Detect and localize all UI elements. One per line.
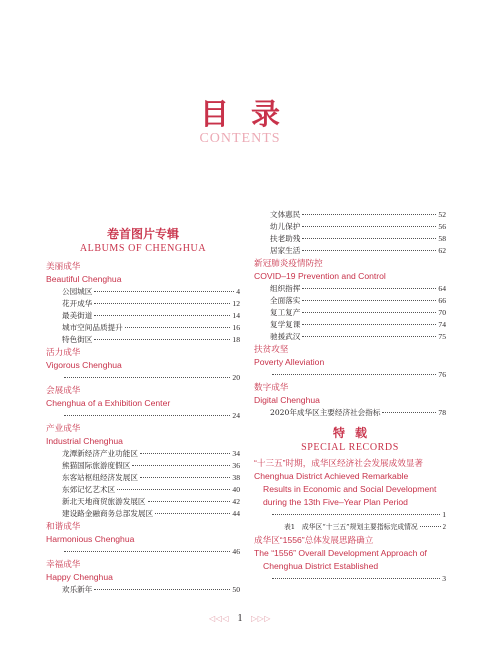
toc-entry[interactable] [254, 233, 446, 245]
toc-entry-title: 居家生活 [270, 246, 301, 255]
toc-entry[interactable] [46, 410, 240, 422]
toc-heading-en[interactable]: Harmonious Chenghua [46, 534, 135, 544]
dot-leader [302, 300, 436, 301]
dot-leader [302, 312, 436, 313]
dot-leader [94, 303, 230, 304]
toc-entry-title: 最美街道 [62, 311, 93, 320]
toc-entry-page: 1 [442, 510, 446, 519]
toc-heading-cn[interactable]: 美丽成华 [46, 261, 81, 271]
toc-heading-cn[interactable]: 产业成华 [46, 423, 81, 433]
toc-heading-en[interactable]: during the 13th Five–Year Plan Period [263, 497, 408, 507]
toc-entry[interactable] [254, 331, 446, 343]
toc-entry-title: 幼儿保护 [270, 222, 301, 231]
toc-entry-title: 全面落实 [270, 296, 301, 305]
toc-entry-title: 龙潭新经济产业功能区 [62, 449, 138, 458]
toc-entry-page: 50 [232, 585, 240, 594]
toc-entry[interactable] [254, 283, 446, 295]
dot-leader [272, 374, 436, 375]
toc-heading-cn[interactable]: 数字成华 [254, 382, 289, 392]
toc-entry-page: 20 [232, 373, 240, 382]
toc-entry[interactable] [46, 460, 240, 472]
toc-entry[interactable] [254, 509, 446, 521]
toc-heading-en[interactable]: Vigorous Chenghua [46, 360, 122, 370]
page-title-cn: 目录 [199, 97, 302, 131]
toc-entry-page: 58 [438, 234, 446, 243]
toc-entry[interactable] [46, 508, 240, 520]
toc-entry-page: 24 [232, 411, 240, 420]
toc-entry-title: 公园城区 [62, 287, 93, 296]
toc-entry[interactable] [254, 573, 446, 585]
toc-entry-title: 文体惠民 [270, 210, 301, 219]
toc-entry-title: 驰援武汉 [270, 332, 301, 341]
dot-leader [64, 377, 230, 378]
toc-right-column [254, 209, 446, 585]
toc-entry-page: 56 [438, 222, 446, 231]
dot-leader [94, 589, 230, 590]
toc-entry-page: 70 [438, 308, 446, 317]
toc-entry-title: 新北天地商贸旅游发展区 [62, 497, 146, 506]
toc-entry-page: 12 [232, 299, 240, 308]
toc-heading-cn[interactable]: 新冠肺炎疫情防控 [254, 258, 323, 268]
toc-entry-page: 38 [232, 473, 240, 482]
toc-entry[interactable] [254, 307, 446, 319]
dot-leader [140, 453, 230, 454]
section-title-cn: 卷首图片专辑 [106, 227, 179, 241]
dot-leader [94, 315, 230, 316]
toc-entry-page: 3 [442, 574, 446, 583]
toc-entry-page: 64 [438, 284, 446, 293]
dot-leader [302, 336, 436, 337]
toc-entry[interactable] [254, 245, 446, 257]
toc-heading-en[interactable]: Chenghua District Established [263, 561, 379, 571]
dot-leader [420, 526, 441, 527]
toc-heading-cn[interactable]: “十三五”时期，成华区经济社会发展成效显著 [254, 458, 424, 468]
toc-left-column [46, 226, 240, 596]
toc-entry-title: 组织指挥 [270, 284, 301, 293]
toc-heading-cn[interactable]: 活力成华 [46, 347, 81, 357]
toc-heading-en[interactable]: Digital Chenghua [254, 395, 320, 405]
section-title-en: SPECIAL RECORDS [301, 442, 399, 453]
toc-heading-en[interactable]: Happy Chenghua [46, 572, 113, 582]
toc-entry-title: 表1 成华区“十三五”规划主要指标完成情况 [284, 523, 418, 531]
toc-entry-page: 78 [438, 408, 446, 417]
section-title-en: ALBUMS OF CHENGHUA [79, 243, 207, 254]
toc-heading-en[interactable]: The “1556” Overall Development Approach of [254, 548, 427, 558]
toc-entry[interactable] [254, 521, 446, 534]
toc-entry[interactable] [254, 369, 446, 381]
toc-entry-page: 18 [232, 335, 240, 344]
dot-leader [302, 214, 436, 215]
toc-entry-title: 东客站枢纽经济发展区 [62, 473, 138, 482]
toc-entry-page: 36 [232, 461, 240, 470]
toc-entry[interactable] [254, 319, 446, 331]
toc-entry-page: 66 [438, 296, 446, 305]
toc-heading-cn[interactable]: 幸福成华 [46, 559, 81, 569]
dot-leader [302, 288, 436, 289]
toc-entry[interactable] [46, 310, 240, 322]
dot-leader [302, 238, 436, 239]
dot-leader [125, 327, 231, 328]
ornament-right: ▷▷▷ [251, 614, 271, 623]
toc-entry-title: 城市空间品质提升 [62, 323, 123, 332]
toc-entry-title: 东郊记忆艺术区 [62, 485, 116, 494]
dot-leader [64, 415, 230, 416]
toc-entry[interactable] [46, 448, 240, 460]
toc-entry-page: 62 [438, 246, 446, 255]
dot-leader [94, 291, 234, 292]
toc-entry[interactable] [254, 295, 446, 307]
toc-heading-cn[interactable]: 和谐成华 [46, 521, 81, 531]
toc-entry-page: 14 [232, 311, 240, 320]
toc-entry-page: 76 [438, 370, 446, 379]
toc-heading-cn[interactable]: 扶贫攻坚 [254, 344, 289, 354]
toc-entry-page: 34 [232, 449, 240, 458]
toc-entry-page: 74 [438, 320, 446, 329]
toc-entry-page: 2 [442, 524, 446, 531]
dot-leader [140, 477, 230, 478]
dot-leader [382, 412, 436, 413]
toc-entry[interactable] [46, 334, 240, 346]
dot-leader [272, 578, 440, 579]
toc-entry[interactable] [254, 209, 446, 221]
page-footer [0, 613, 480, 624]
toc-entry-title: 扶老助残 [270, 234, 301, 243]
toc-heading-en[interactable]: Poverty Alleviation [254, 357, 325, 367]
toc-entry-page: 4 [236, 287, 240, 296]
toc-entry-title: 欢乐新年 [62, 585, 93, 594]
toc-heading-cn[interactable]: 会展成华 [46, 385, 81, 395]
toc-entry-page: 52 [438, 210, 446, 219]
toc-heading-en[interactable]: Beautiful Chenghua [46, 274, 122, 284]
toc-heading-en[interactable]: Industrial Chenghua [46, 436, 123, 446]
toc-heading-en[interactable]: Chenghua of a Exhibition Center [46, 398, 171, 408]
dot-leader [272, 514, 440, 515]
toc-entry[interactable] [46, 372, 240, 384]
page-number: 1 [237, 613, 243, 624]
toc-entry[interactable] [46, 472, 240, 484]
dot-leader [64, 551, 230, 552]
dot-leader [94, 339, 230, 340]
toc-heading-en[interactable]: Chenghua District Achieved Remarkable [254, 471, 409, 481]
toc-heading-cn[interactable]: 成华区“1556”总体发展思路确立 [254, 535, 374, 545]
dot-leader [302, 250, 436, 251]
toc-entry-title: 花开成华 [62, 299, 93, 308]
toc-entry[interactable] [46, 546, 240, 558]
dot-leader [155, 513, 230, 514]
toc-entry[interactable] [46, 584, 240, 596]
toc-entry[interactable] [254, 221, 446, 233]
dot-leader [117, 489, 230, 490]
dot-leader [302, 226, 436, 227]
toc-entry[interactable] [46, 496, 240, 508]
toc-entry[interactable] [46, 484, 240, 496]
toc-entry-title: 建设路金融商务总部发展区 [62, 509, 154, 518]
dot-leader [302, 324, 436, 325]
dot-leader [148, 501, 231, 502]
ornament-left: ◁◁◁ [209, 614, 229, 623]
toc-entry[interactable] [46, 322, 240, 334]
section-title-cn: 特载 [332, 426, 377, 440]
dot-leader [132, 465, 230, 466]
toc-entry-page: 40 [232, 485, 240, 494]
toc-entry[interactable] [46, 286, 240, 298]
toc-entry-page: 46 [232, 547, 240, 556]
toc-entry-title: 熊猫国际旅游度假区 [62, 461, 131, 470]
toc-entry-page: 42 [232, 497, 240, 506]
toc-entry-title: 2020年成华区主要经济社会指标 [270, 408, 381, 417]
toc-entry-title: 特色街区 [62, 335, 93, 344]
toc-entry-page: 75 [438, 332, 446, 341]
toc-entry-title: 复工复产 [270, 308, 301, 317]
toc-entry[interactable] [254, 407, 446, 419]
toc-entry-page: 44 [232, 509, 240, 518]
toc-entry-title: 复学复课 [270, 320, 301, 329]
toc-heading-en[interactable]: COVID–19 Prevention and Control [254, 271, 386, 281]
toc-heading-en[interactable]: Results in Economic and Social Development [263, 484, 437, 494]
page-title-en: CONTENTS [199, 131, 281, 146]
toc-entry[interactable] [46, 298, 240, 310]
toc-entry-page: 16 [232, 323, 240, 332]
